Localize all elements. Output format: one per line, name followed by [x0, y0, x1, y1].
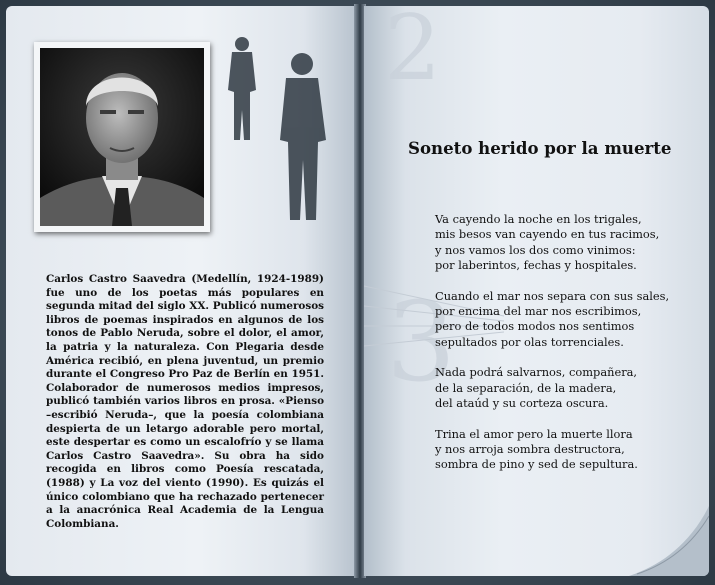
silhouette-figures-icon	[214, 30, 344, 235]
right-page	[364, 6, 709, 576]
stanza	[435, 365, 669, 411]
poem-line: y nos vamos los dos como vinimos:	[435, 242, 636, 257]
bio-text-part2: recibió, en plena juventud, un premio durante el Congreso Pro Paz de Berlín en 1951. Colaborador de numerosos medios impresos, publicó también varios libros en prosa. «Pienso –escribió Neruda–, que la poesía colombiana despierta de un letargo adorable pero mortal, este despertar es como un escalofrío y se llama Carlos Castro Saavedra». Su obra ha sido recogida en libros como Poesía rescatada, (1988) y La voz del viento (1990). Es quizás el único colombiano que ha rechazado pertenecer a la anacrónica Real Academia de la Lengua Colombiana.	[46, 354, 324, 530]
page-numeral-three: 3	[386, 278, 456, 406]
poem-line: de la separación, de la madera,	[435, 380, 617, 395]
poem-line: Va cayendo la noche en los trigales,	[435, 212, 642, 226]
poem-line: y nos arroja sombra destructora,	[435, 442, 625, 457]
left-page	[6, 6, 356, 576]
poem-line: del ataúd y su corteza oscura.	[435, 395, 609, 410]
author-photo	[34, 42, 210, 232]
poem-line: mis besos van cayendo en tus racimos,	[435, 227, 660, 242]
poem-body	[435, 212, 669, 488]
poem-title: Soneto herido por la muerte	[408, 138, 672, 158]
stanza	[435, 427, 669, 473]
poem-line: Trina el amor pero la muerte llora	[435, 426, 633, 441]
page-curl-icon	[629, 506, 709, 576]
book-title: Plegaria desde América	[46, 340, 324, 367]
bio-text-part1: (Medellín, 1924-1989) fue uno de los poetas más populares en segunda mitad del siglo XX. Publicó numerosos libros de poemas inspirados en algunos de los tonos de Pablo Neruda, sobre el dolor, el amor, la patria y la naturaleza. Con	[46, 273, 324, 353]
author-biography	[46, 273, 324, 531]
stanza	[435, 212, 669, 273]
stanza	[435, 289, 669, 350]
poem-line: Nada podrá salvarnos, compañera,	[435, 365, 638, 380]
poem-line: por laberintos, fechas y hospitales.	[435, 257, 637, 272]
poem-line: sombra de pino y sed de sepultura.	[435, 457, 638, 472]
page-numeral-two: 2	[384, 6, 442, 101]
poem-line: por encima del mar nos escribimos,	[435, 303, 642, 318]
poem-line: Cuando el mar nos separa con sus sales,	[435, 288, 670, 303]
author-name: Carlos Castro Saavedra	[46, 273, 186, 285]
poem-line: sepultados por olas torrenciales.	[435, 334, 624, 349]
poem-line: pero de todos modos nos sentimos	[435, 319, 635, 334]
